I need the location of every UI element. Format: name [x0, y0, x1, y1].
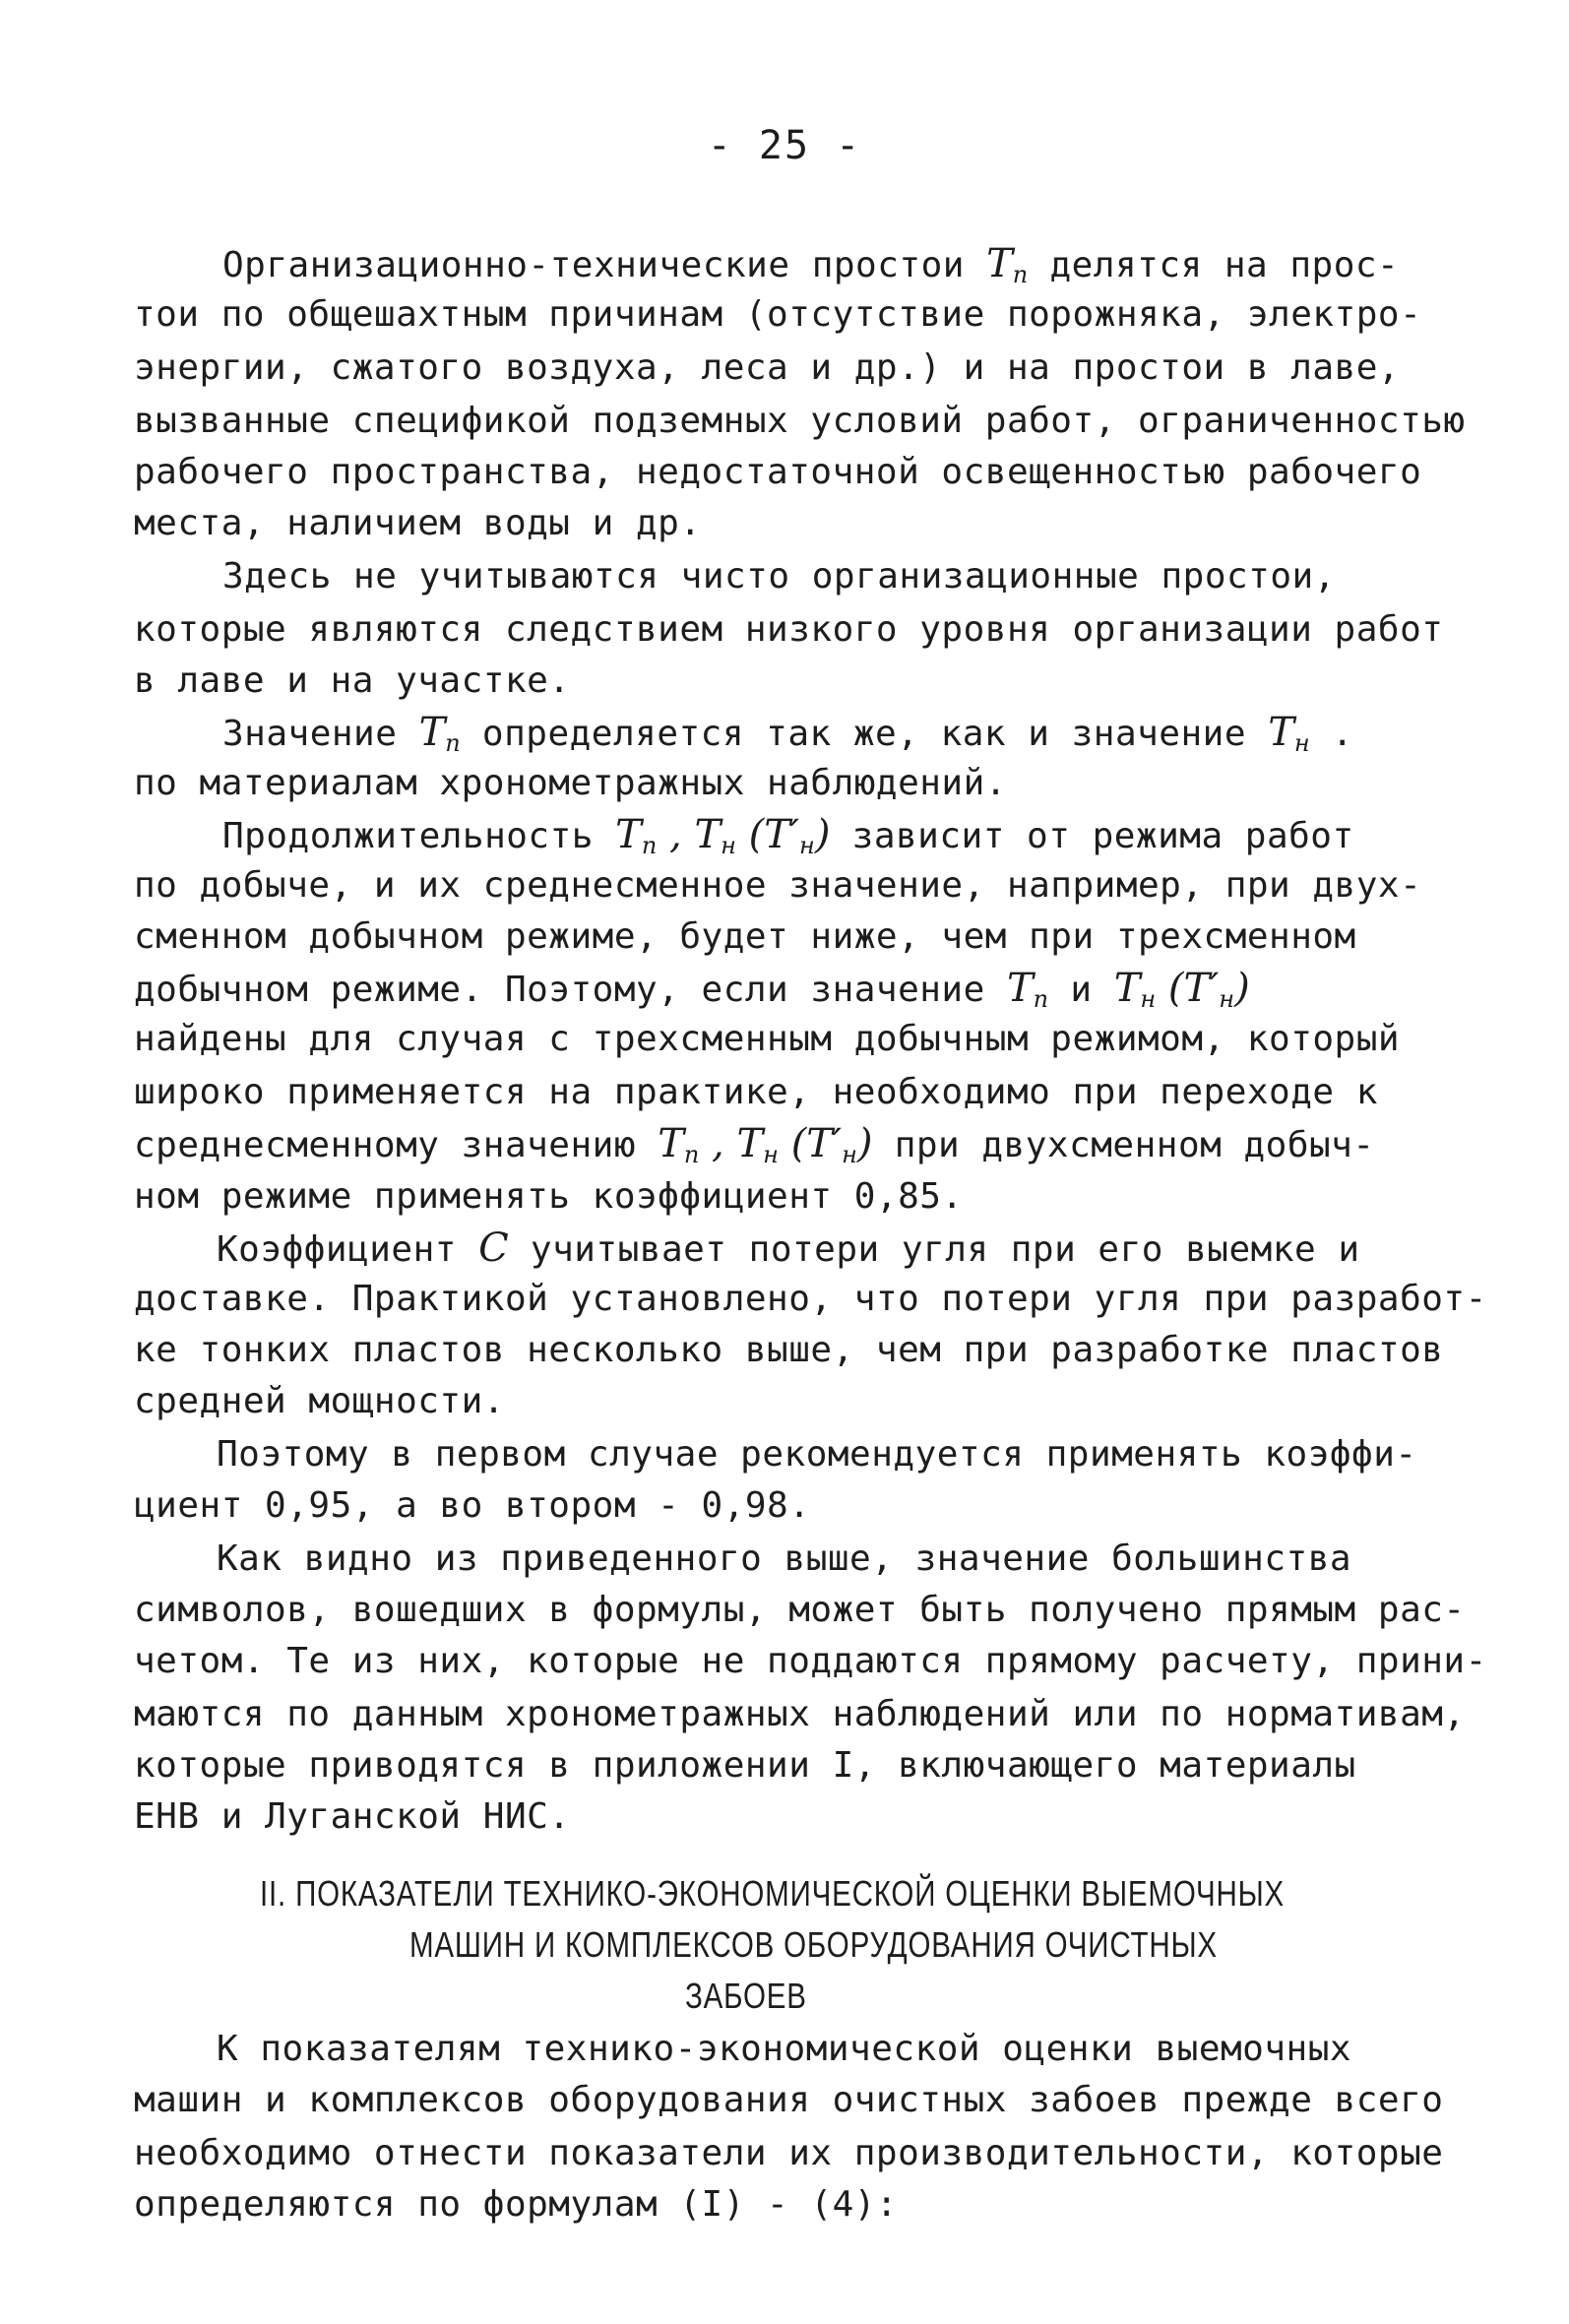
paragraph-7-line-2: символов, вошедших в формулы, может быть получено прямым рас-	[134, 1590, 1466, 1630]
paragraph-2-line-3: в лаве и на участке.	[134, 660, 571, 701]
paragraph-2-line-2: которые являются следствием низкого уровня организации работ	[134, 609, 1444, 650]
paragraph-4-line-3: сменном добычном режиме, будет ниже, чем при трехсменном	[134, 916, 1356, 957]
paragraph-3-line-2: по материалам хронометражных наблюдений.	[134, 763, 1007, 803]
paragraph-5-line-2: доставке. Практикой установлено, что потери угля при разработ-	[134, 1279, 1487, 1319]
symbol-c: C	[478, 1225, 509, 1271]
symbol-group-tp-th: $T_п$ , $T_н$ $(T'_н)$	[658, 1121, 873, 1168]
paragraph-1-line-3: энергии, сжатого воздуха, леса и др.) и на простои в лаве,	[134, 347, 1401, 388]
paragraph-4-line-2: по добыче, и их среднесменное значение, например, при двух-	[134, 865, 1422, 906]
paragraph-4-line-1: Продолжительность $T_п$ , $T_н$ $(T'_н)$ зависит от режима работ	[222, 812, 1354, 859]
paragraph-4-line-4: добычном режиме. Поэтому, если значение $T_п$ и $T_н$ $(T'_н)$	[134, 966, 1250, 1013]
paragraph-6-line-2: циент 0,95, а во втором - 0,98.	[134, 1485, 811, 1526]
paragraph-8-line-3: необходимо отнести показатели их производительности, которые	[134, 2133, 1444, 2173]
paragraph-7-line-5: которые приводятся в приложении I, включающего материалы	[134, 1745, 1356, 1786]
symbol-group-th: $T_н$ $(T'_н)$	[1113, 966, 1250, 1013]
paragraph-8-line-4: определяются по формулам (I) - (4):	[134, 2184, 899, 2225]
paragraph-4-line-6: широко применяется на практике, необходимо при переходе к	[134, 1072, 1378, 1112]
section-heading-line-2: МАШИН И КОМПЛЕКСОВ ОБОРУДОВАНИЯ ОЧИСТНЫХ	[409, 1924, 1218, 1965]
symbol-tp: $T_п$	[1006, 966, 1049, 1013]
paragraph-7-line-6: ЕНВ и Луганской НИС.	[134, 1796, 571, 1837]
section-heading-line-3: ЗАБОЕВ	[685, 1976, 807, 2016]
paragraph-8-line-1: К показателям технико-экономической оценки выемочных	[217, 2029, 1352, 2069]
paragraph-4-line-8: ном режиме применять коэффициент 0,85.	[134, 1176, 964, 1217]
paragraph-4-line-5: найдены для случая с трехсменным добычным режимом, который	[134, 1019, 1401, 1059]
paragraph-1-line-2: тои по общешахтным причинам (отсутствие порожняка, электро-	[134, 294, 1422, 335]
paragraph-5-line-3: ке тонких пластов несколько выше, чем при разработке пластов	[134, 1330, 1444, 1370]
paragraph-7-line-4: маются по данным хронометражных наблюдений или по нормативам,	[134, 1694, 1466, 1734]
paragraph-8-line-2: машин и комплексов оборудования очистных забоев прежде всего	[134, 2080, 1444, 2120]
paragraph-1-line-4: вызванные спецификой подземных условий работ, ограниченностью	[134, 401, 1466, 441]
paragraph-3-line-1: Значение $T_п$ определяется так же, как и значение $T_н$ .	[222, 710, 1354, 757]
paragraph-5-line-1: Коэффициент C учитывает потери угля при его выемке и	[217, 1225, 1360, 1271]
paragraph-7-line-1: Как видно из приведенного выше, значение большинства	[217, 1539, 1352, 1579]
paragraph-5-line-4: средней мощности.	[134, 1381, 505, 1421]
symbol-group-tp-th: $T_п$ , $T_н$ $(T'_н)$	[615, 812, 831, 859]
symbol-tp: $T_п$	[418, 710, 461, 757]
page-number: - 25 -	[707, 123, 862, 168]
section-heading-line-1: II. ПОКАЗАТЕЛИ ТЕХНИКО-ЭКОНОМИЧЕСКОЙ ОЦЕНКИ ВЫЕМОЧНЫХ	[260, 1873, 1286, 1914]
paragraph-1-line-6: места, наличием воды и др.	[134, 503, 702, 543]
paragraph-7-line-3: четом. Те из них, которые не поддаются прямому расчету, прини-	[134, 1641, 1487, 1681]
symbol-th: $T_н$	[1268, 710, 1310, 757]
paragraph-2-line-1: Здесь не учитываются чисто организационные простои,	[222, 556, 1336, 597]
paragraph-1-line-5: рабочего пространства, недостаточной освещенностью рабочего	[134, 452, 1422, 492]
paragraph-1-line-1: Организационно-технические простои $T_п$ делятся на прос-	[222, 241, 1400, 288]
symbol-tp: $T_п$	[986, 241, 1029, 288]
paragraph-4-line-7: среднесменному значению $T_п$ , $T_н$ $(T'_н)$ при двухсменном добыч-	[134, 1121, 1375, 1168]
paragraph-6-line-1: Поэтому в первом случае рекомендуется применять коэффи-	[217, 1434, 1417, 1475]
